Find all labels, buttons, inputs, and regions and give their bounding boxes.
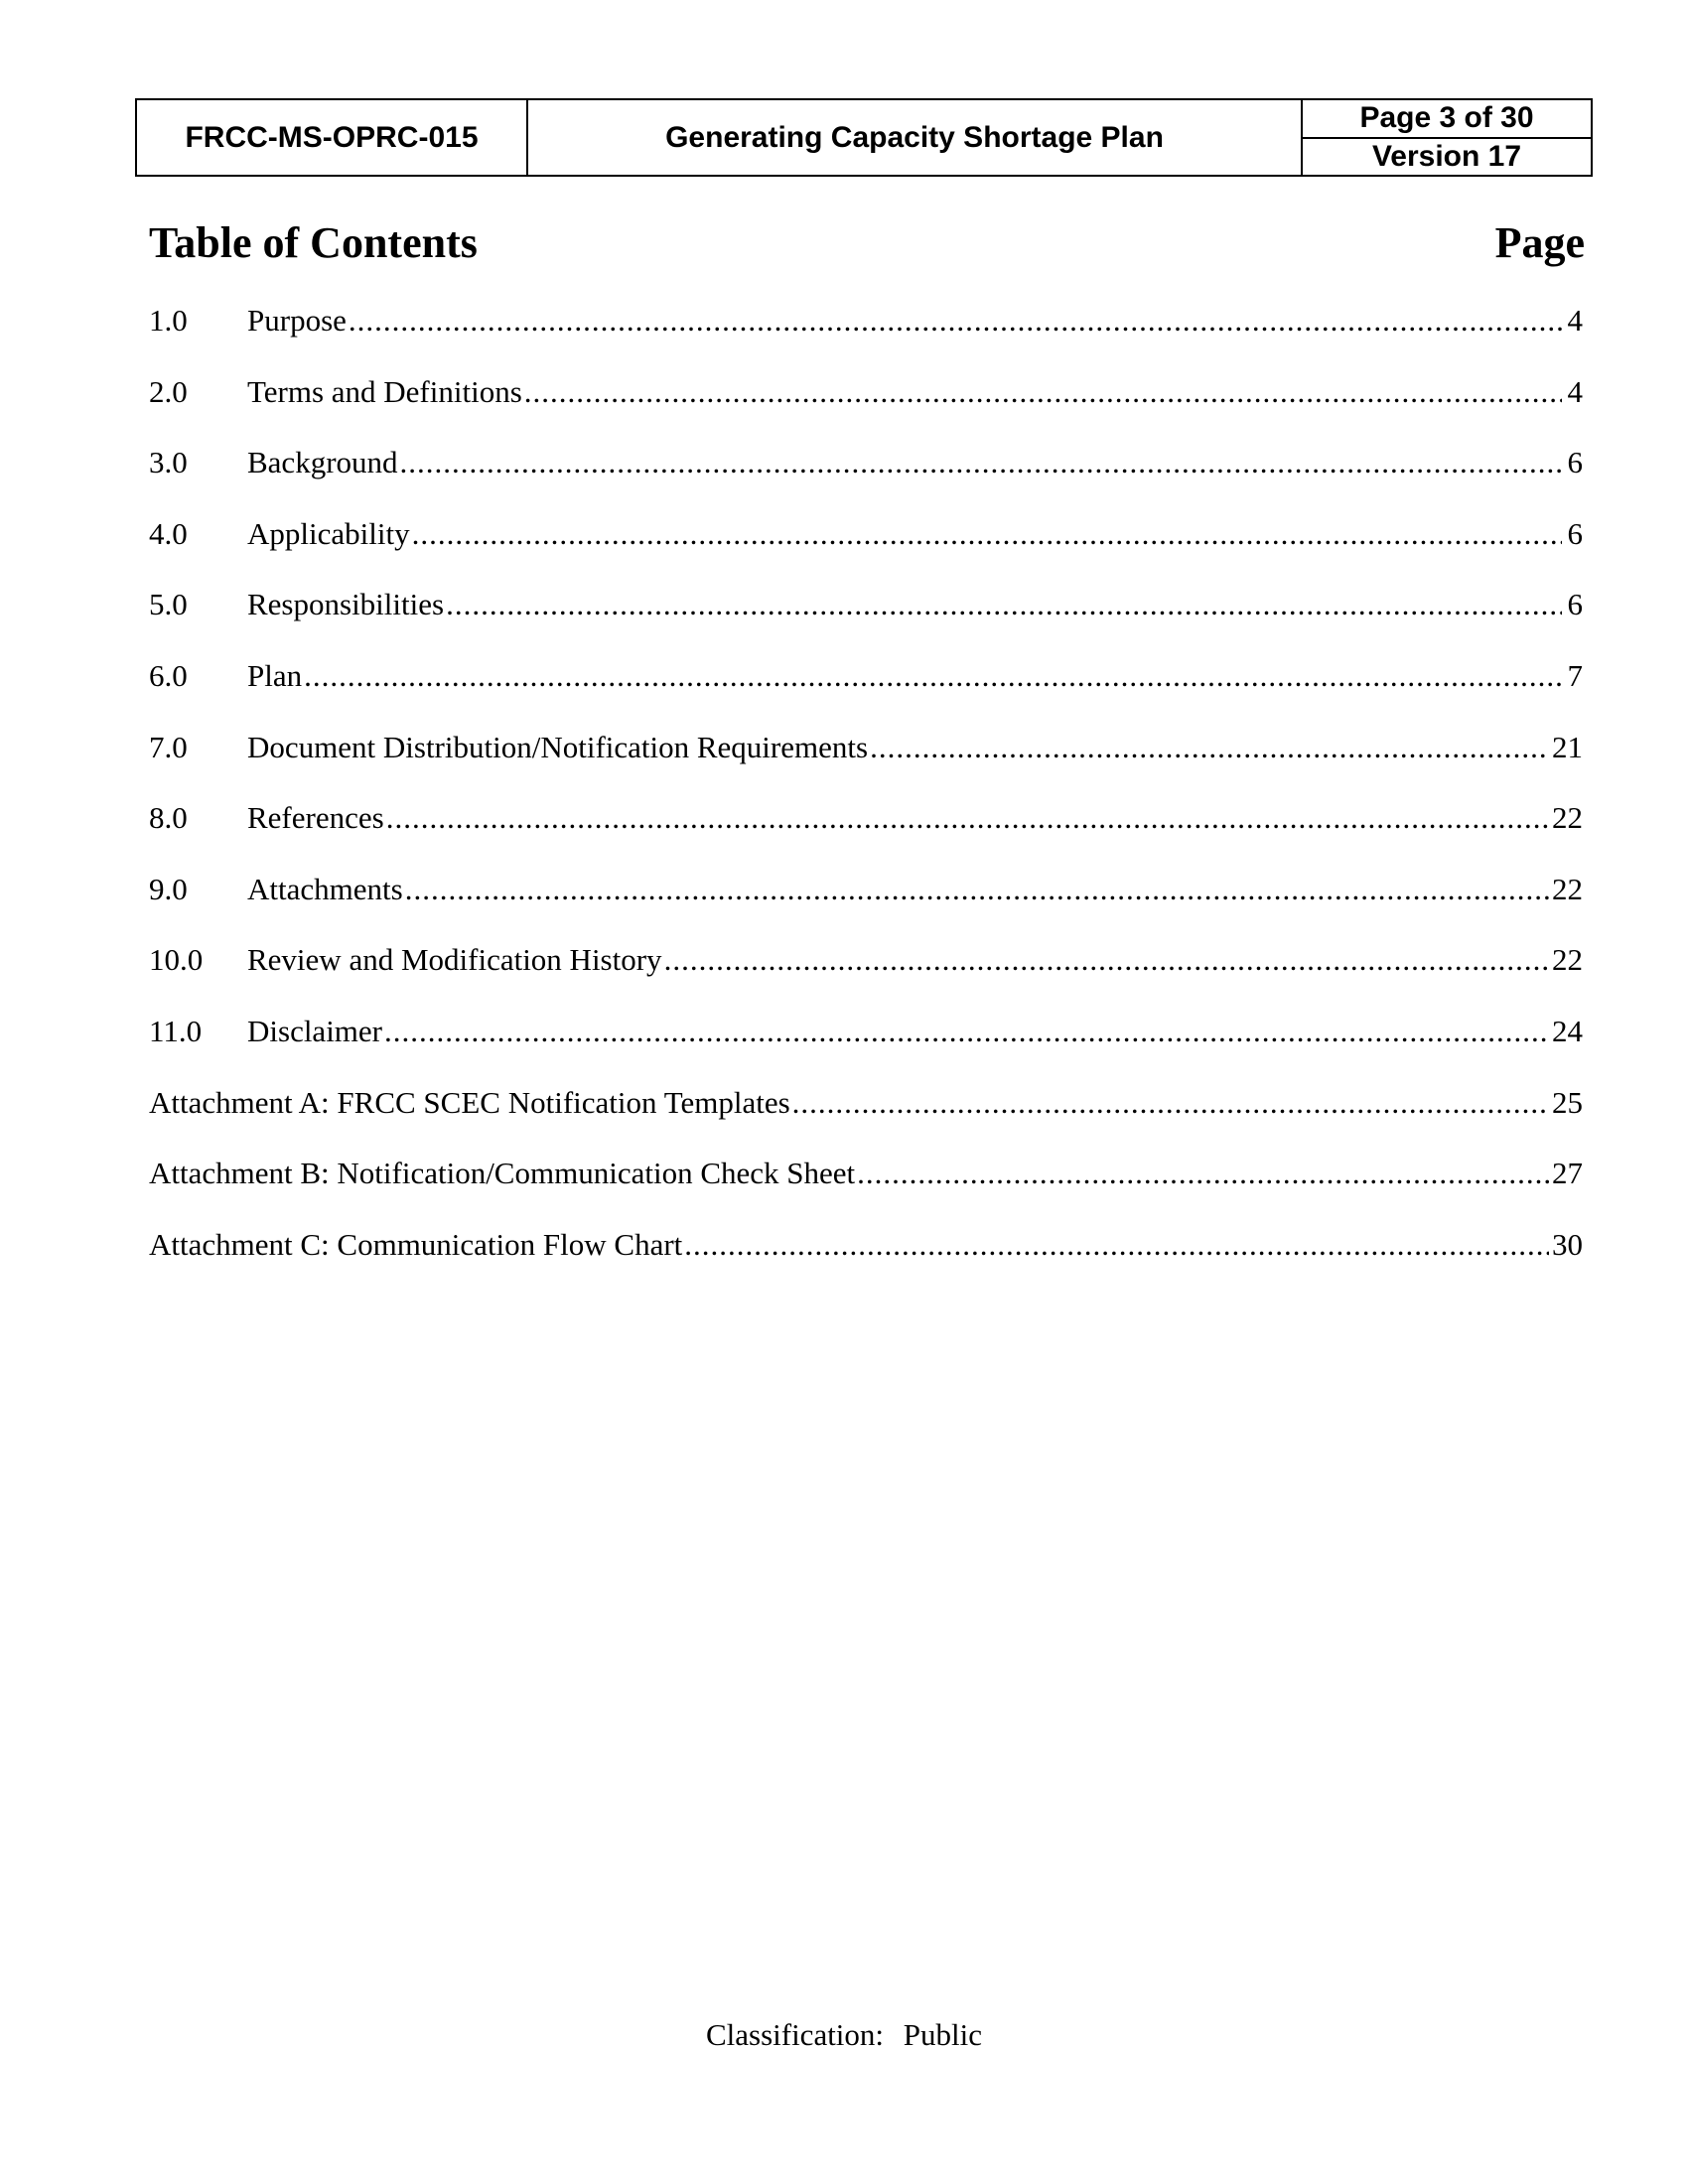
toc-entry-title: Plan xyxy=(247,657,303,693)
toc-entry-page: 4 xyxy=(1567,373,1583,409)
toc-entry-number: 11.0 xyxy=(149,1013,203,1048)
toc-entry[interactable] xyxy=(149,725,1583,796)
toc-entry-page: 6 xyxy=(1567,587,1583,622)
toc-entry-number: 5.0 xyxy=(149,587,188,622)
toc-entry-title: Attachment C: Communication Flow Chart xyxy=(149,1226,683,1262)
toc-entry[interactable] xyxy=(149,653,1583,725)
toc-dot-leader xyxy=(384,1009,1549,1054)
toc-entry-title: Document Distribution/Notification Requirements xyxy=(247,729,869,764)
toc-entry-title: Applicability xyxy=(247,515,410,551)
toc-entry[interactable] xyxy=(149,511,1583,583)
toc-entry[interactable] xyxy=(149,440,1583,511)
toc-entry-title: Review and Modification History xyxy=(247,942,662,978)
toc-entry-number: 7.0 xyxy=(149,729,188,764)
classification-label: Classification: xyxy=(705,2017,885,2052)
toc-entry-page: 24 xyxy=(1552,1013,1583,1048)
toc-entry-title: Responsibilities xyxy=(247,587,445,622)
toc-entry-title: Terms and Definitions xyxy=(247,373,522,409)
toc-entry-number: 4.0 xyxy=(149,515,188,551)
document-id: FRCC-MS-OPRC-015 xyxy=(137,100,528,175)
page-number: Page 3 of 30 xyxy=(1303,100,1591,139)
toc-dot-leader xyxy=(405,867,1549,912)
toc-entry-title: Purpose xyxy=(247,303,347,338)
toc-entry[interactable] xyxy=(149,1151,1583,1222)
toc-entry[interactable] xyxy=(149,937,1583,1009)
toc-dot-leader xyxy=(386,795,1549,841)
toc-entry-page: 30 xyxy=(1552,1226,1583,1262)
toc-dot-leader xyxy=(857,1151,1549,1196)
toc-dot-leader xyxy=(349,298,1562,343)
toc-entry[interactable] xyxy=(149,1009,1583,1080)
toc-entry-page: 7 xyxy=(1567,657,1583,693)
toc-entry[interactable] xyxy=(149,298,1583,369)
toc-entry-page: 25 xyxy=(1552,1084,1583,1120)
toc-entry[interactable] xyxy=(149,867,1583,938)
toc-dot-leader xyxy=(684,1222,1549,1268)
toc-dot-leader xyxy=(304,653,1562,699)
footer-classification xyxy=(0,2015,1688,2055)
toc-entry[interactable] xyxy=(149,582,1583,653)
toc-dot-leader xyxy=(400,440,1562,485)
toc-entry-number: 1.0 xyxy=(149,303,188,338)
toc-entry-title: Background xyxy=(247,445,398,480)
toc-dot-leader xyxy=(664,937,1549,983)
document-meta xyxy=(1303,100,1591,175)
toc-entry-number: 10.0 xyxy=(149,942,204,978)
toc-entry-number: 9.0 xyxy=(149,871,188,906)
toc-dot-leader xyxy=(412,511,1562,557)
toc-entry-page: 22 xyxy=(1552,800,1583,836)
toc-entry-page: 27 xyxy=(1552,1156,1583,1191)
toc-entry-number: 6.0 xyxy=(149,657,188,693)
toc-entry-page: 6 xyxy=(1567,515,1583,551)
document-header xyxy=(135,98,1593,177)
toc-entry-page: 4 xyxy=(1567,303,1583,338)
toc-entry-page: 22 xyxy=(1552,942,1583,978)
document-title: Generating Capacity Shortage Plan xyxy=(528,100,1303,175)
toc-entry[interactable] xyxy=(149,795,1583,867)
toc-entry-title: Disclaimer xyxy=(247,1013,383,1048)
toc-entry-number: 2.0 xyxy=(149,373,188,409)
toc-entry-number: 3.0 xyxy=(149,445,188,480)
toc-page-heading: Page xyxy=(1494,218,1585,267)
document-version: Version 17 xyxy=(1371,139,1522,173)
toc-heading-row xyxy=(149,216,1585,270)
toc-entry-title: Attachments xyxy=(247,871,403,906)
toc-entry[interactable] xyxy=(149,369,1583,441)
toc-entry-title: References xyxy=(247,800,384,836)
toc-entry-number: 8.0 xyxy=(149,800,188,836)
toc-entry-title: Attachment A: FRCC SCEC Notification Templates xyxy=(149,1084,790,1120)
toc-dot-leader xyxy=(446,582,1562,627)
toc-entry[interactable] xyxy=(149,1222,1583,1294)
toc-entry-page: 22 xyxy=(1552,871,1583,906)
toc-heading: Table of Contents xyxy=(149,218,478,267)
toc-dot-leader xyxy=(870,725,1549,770)
toc-entry-title: Attachment B: Notification/Communication Check Sheet xyxy=(149,1156,856,1191)
toc-entry-page: 21 xyxy=(1552,729,1583,764)
toc-entry[interactable] xyxy=(149,1080,1583,1152)
toc-entry-page: 6 xyxy=(1567,445,1583,480)
toc-dot-leader xyxy=(524,369,1562,415)
classification-value: Public xyxy=(903,2017,983,2052)
toc-dot-leader xyxy=(792,1080,1549,1126)
toc-list xyxy=(149,298,1583,1293)
